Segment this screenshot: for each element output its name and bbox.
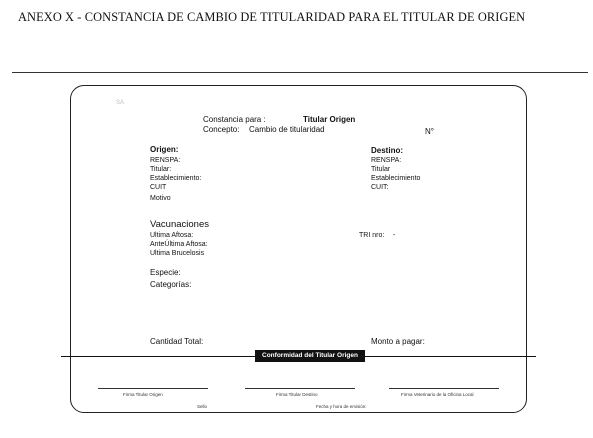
constancia-value: Titular Origen bbox=[303, 115, 356, 124]
sello-label: Sello bbox=[197, 404, 208, 409]
origen-cuit: CUIT bbox=[150, 184, 167, 191]
destino-establecimiento: Establecimiento bbox=[371, 175, 421, 182]
destino-fields bbox=[371, 156, 420, 192]
fecha-emision-label: Fecha y hora de emisión: bbox=[316, 404, 367, 409]
origen-titular: Titular: bbox=[150, 166, 172, 173]
tri-label: TRI nro: bbox=[359, 232, 385, 239]
conformidad-banner: Conformidad del Titular Origen bbox=[255, 350, 365, 362]
certificate-form bbox=[70, 85, 527, 413]
destino-cuit: CUIT: bbox=[371, 184, 389, 191]
vacunaciones-list bbox=[150, 231, 208, 258]
heading-rule bbox=[12, 72, 588, 73]
destino-renspa: RENSPA: bbox=[371, 157, 402, 164]
monto-label: Monto a pagar: bbox=[371, 337, 425, 346]
document-heading: ANEXO X - CONSTANCIA DE CAMBIO DE TITULARIDAD PARA EL TITULAR DE ORIGEN bbox=[18, 10, 526, 24]
cantidad-total-label: Cantidad Total: bbox=[150, 337, 204, 346]
concepto-label: Concepto: bbox=[203, 125, 240, 134]
signature-line-origen bbox=[98, 388, 208, 389]
categorias-label: Categorías: bbox=[150, 280, 192, 289]
origen-renspa: RENSPA: bbox=[150, 157, 181, 164]
firma-veterinario: Firma Veterinario de la Oficina Local bbox=[401, 392, 474, 397]
vacunaciones-title: Vacunaciones bbox=[150, 219, 209, 230]
destino-titular: Titular bbox=[371, 166, 391, 173]
firma-titular-destino: Firma Titular Destino bbox=[276, 392, 318, 397]
constancia-label: Constancia para : bbox=[203, 115, 266, 124]
destino-title: Destino: bbox=[371, 146, 403, 155]
especie-label: Especie: bbox=[150, 268, 181, 277]
origen-establecimiento: Establecimiento: bbox=[150, 175, 202, 182]
signature-line-veterinario bbox=[389, 388, 499, 389]
concepto-value: Cambio de titularidad bbox=[249, 125, 325, 134]
origen-fields bbox=[150, 156, 201, 192]
signature-line-destino bbox=[245, 388, 355, 389]
origen-title: Origen: bbox=[150, 145, 179, 154]
tri-value: - bbox=[393, 232, 396, 239]
vacuna-ultima-brucelosis: Ultima Brucelosis bbox=[150, 250, 205, 257]
numero-label: N° bbox=[425, 127, 434, 136]
firma-titular-origen: Firma Titular Origen bbox=[123, 392, 163, 397]
vacuna-ultima-aftosa: Ultima Aftosa: bbox=[150, 232, 194, 239]
vacuna-anteultima-aftosa: AnteÚltima Aftosa: bbox=[150, 241, 208, 248]
corner-mark: SA bbox=[116, 100, 125, 106]
origen-motivo: Motivo bbox=[150, 195, 171, 202]
